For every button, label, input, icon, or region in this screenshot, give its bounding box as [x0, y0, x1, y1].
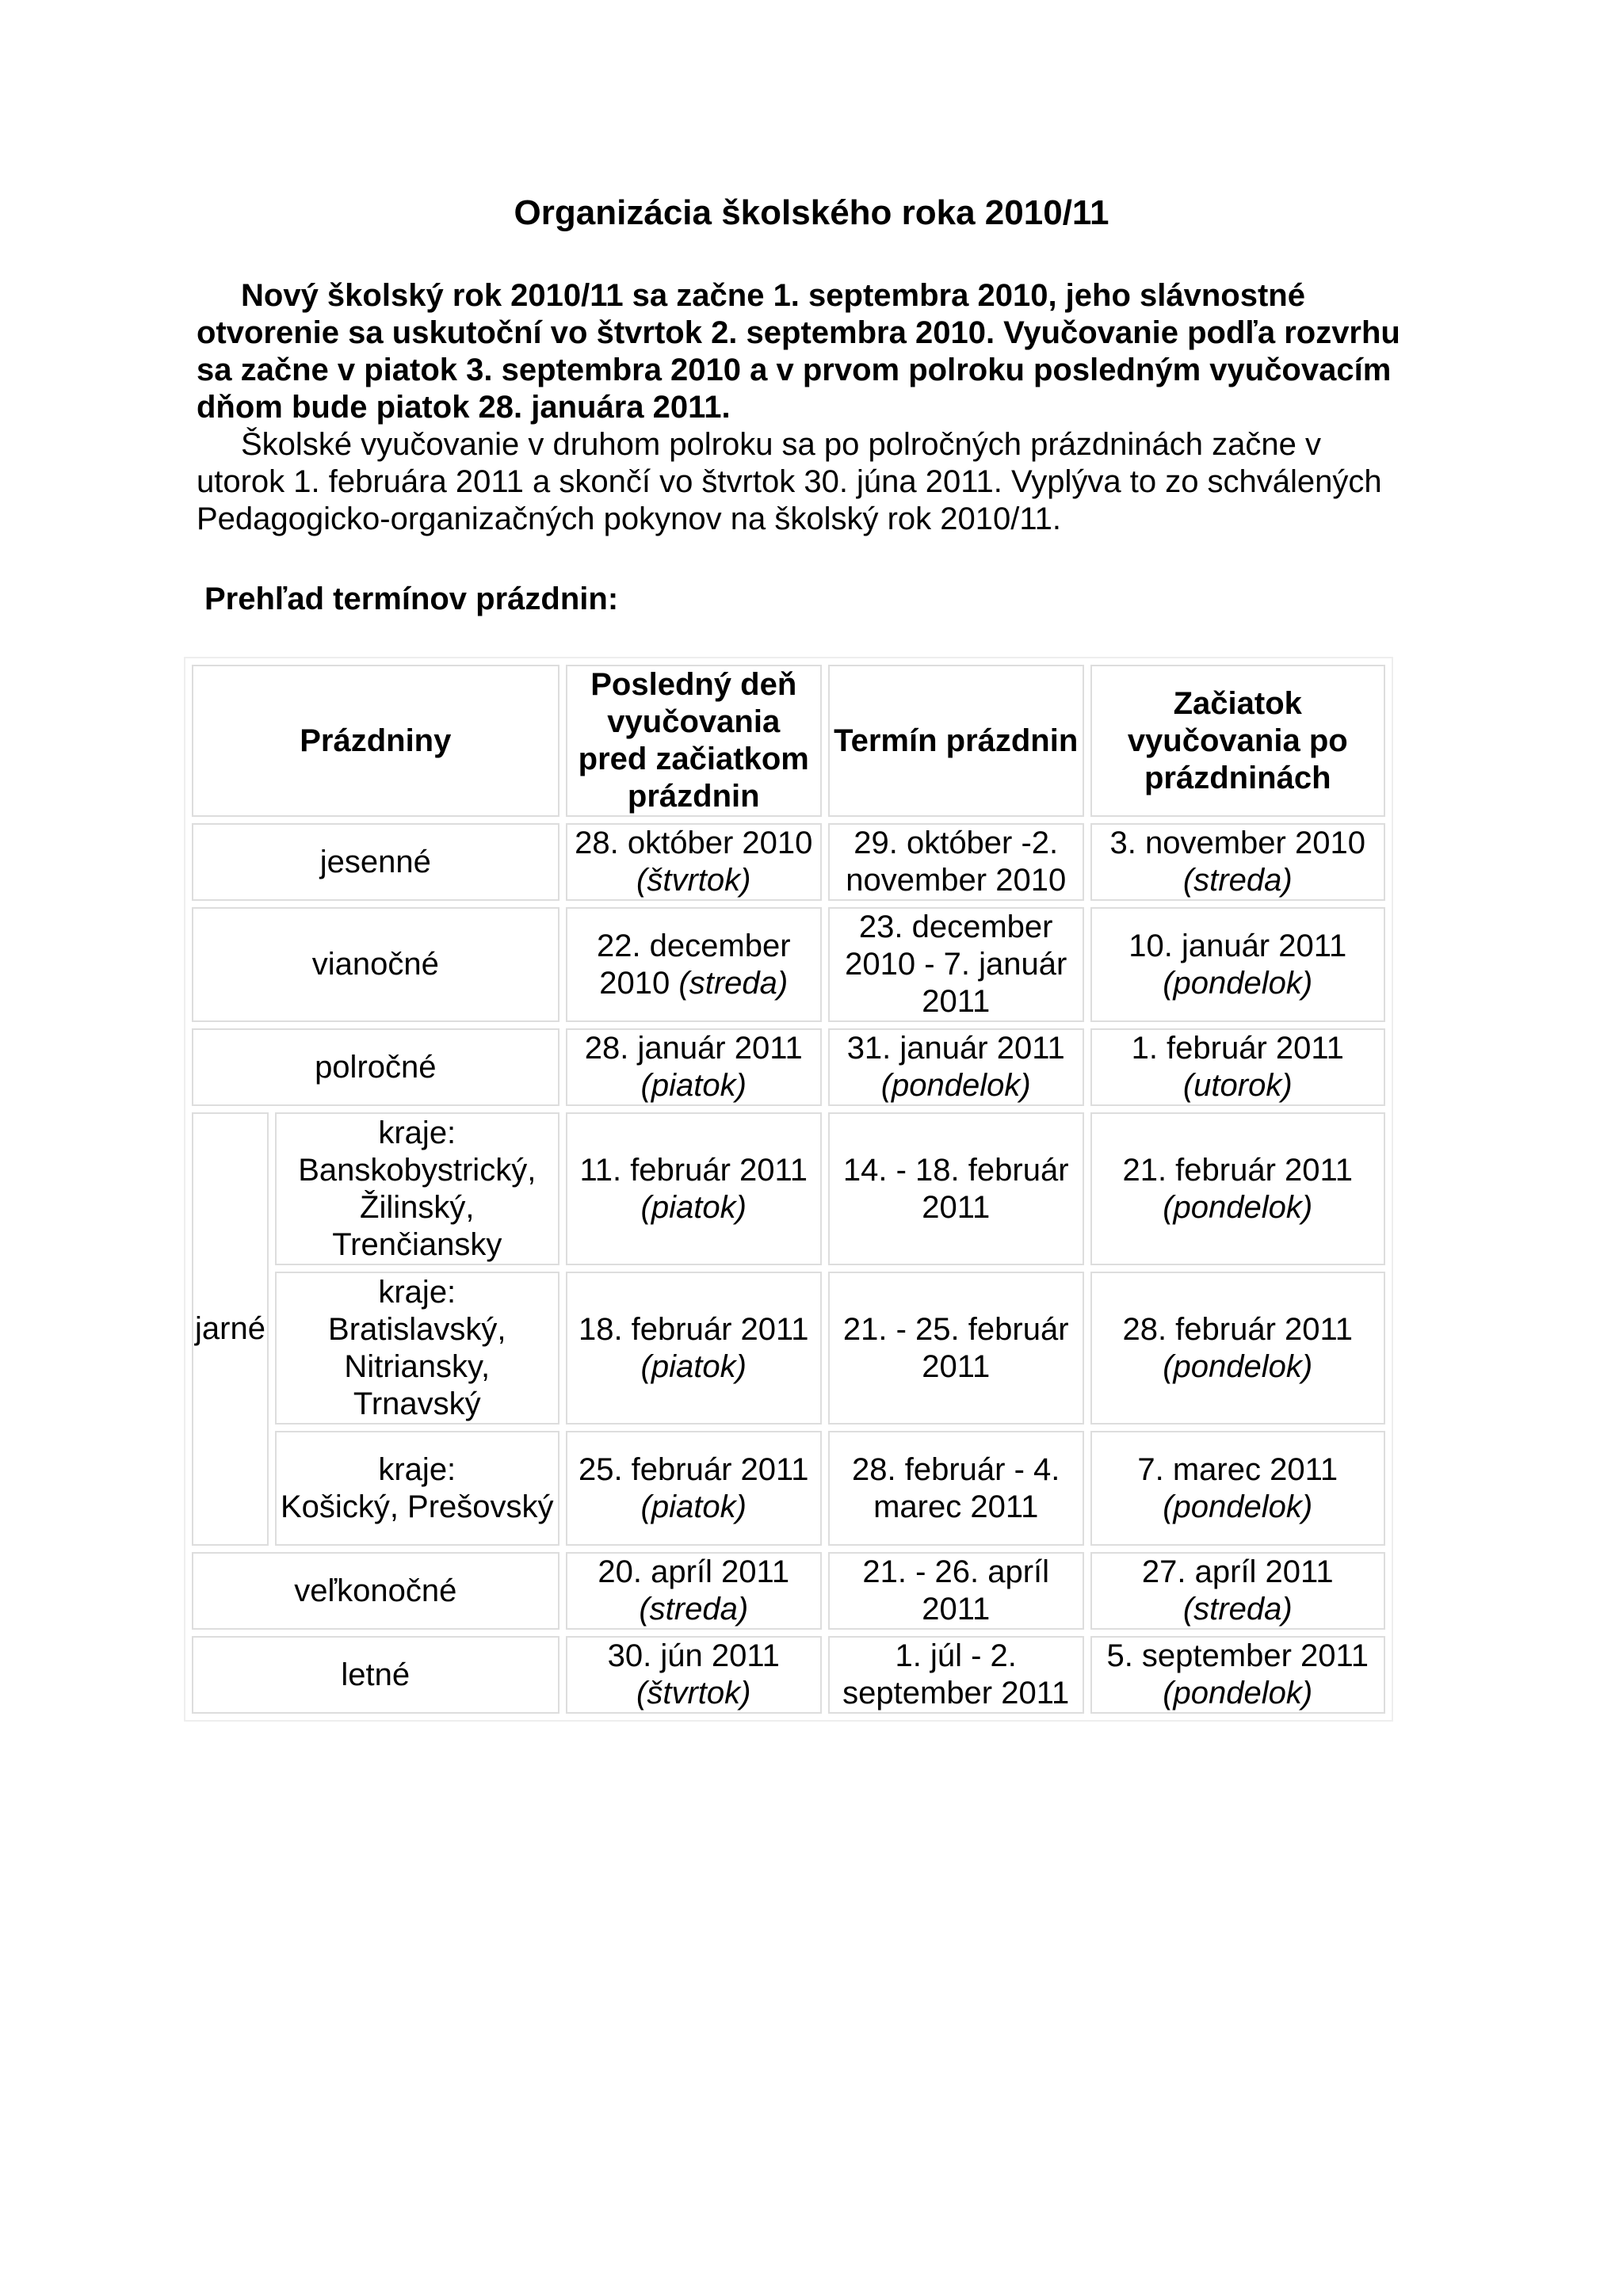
term-cell: 14. - 18. február 2011	[828, 1112, 1084, 1265]
start-weekday: (streda)	[1182, 1592, 1293, 1627]
regions-label: kraje:	[378, 1115, 456, 1150]
intro-normal-text: Školské vyučovanie v druhom polroku sa po polročných prázdninách začne v utorok 1. februára 2011 a skončí vo štvrtok 30. júna 2011. Vyplýva to zo schválených Pedagogicko-organizačných pokynov na školský rok 2010/11.	[197, 427, 1382, 536]
regions-list: Bratislavský, Nitriansky, Trnavský	[328, 1311, 506, 1421]
regions-list: Košický, Prešovský	[281, 1489, 554, 1524]
term-cell: 1. júl - 2. september 2011	[828, 1636, 1084, 1714]
start-weekday: (pondelok)	[1163, 1189, 1313, 1225]
start-weekday: (pondelok)	[1163, 1489, 1313, 1524]
header-start: Začiatok vyučovania po prázdninách	[1090, 665, 1386, 817]
header-term: Termín prázdnin	[828, 665, 1084, 817]
start-date: 28. február 2011	[1122, 1311, 1354, 1347]
term-cell: 21. - 25. február 2011	[828, 1272, 1084, 1425]
last-weekday: (piatok)	[640, 1348, 747, 1384]
holiday-name: jesenné	[192, 823, 559, 901]
regions-label: kraje:	[378, 1274, 456, 1310]
last-weekday: (piatok)	[640, 1068, 747, 1103]
table-row	[192, 823, 1385, 901]
holiday-name: veľkonočné	[192, 1552, 559, 1630]
term-date: 31. január 2011	[846, 1031, 1065, 1066]
table-header-row	[192, 665, 1385, 817]
last-date: 11. február 2011	[579, 1152, 808, 1188]
table-row	[192, 1552, 1385, 1630]
last-date: 30. jún 2011	[607, 1638, 780, 1673]
last-weekday: (streda)	[639, 1592, 749, 1627]
holiday-table	[185, 658, 1392, 1720]
start-cell	[1090, 907, 1386, 1022]
start-date: 27. apríl 2011	[1141, 1554, 1334, 1589]
intro-normal-paragraph	[197, 426, 1401, 538]
start-weekday: (utorok)	[1182, 1068, 1293, 1103]
table-row	[192, 907, 1385, 1022]
regions-cell	[275, 1272, 559, 1425]
last-day-cell	[566, 1636, 822, 1714]
regions-label: kraje:	[378, 1451, 456, 1487]
start-cell	[1090, 1431, 1386, 1546]
intro-bold-paragraph	[197, 277, 1401, 426]
header-last-day: Posledný deň vyučovania pred začiatkom prázdnin	[566, 665, 822, 817]
intro-bold-text: Nový školský rok 2010/11 sa začne 1. septembra 2010, jeho slávnostné otvorenie sa uskutoční vo štvrtok 2. septembra 2010. Vyučovanie podľa rozvrhu sa začne v piatok 3. septembra 2010 a v prvom polroku posledným vyučovacím dňom bude piatok 28. januára 2011.	[197, 278, 1400, 425]
last-date: 18. február 2011	[578, 1311, 809, 1347]
regions-list: Banskobystrický, Žilinský, Trenčiansky	[298, 1152, 537, 1262]
table-row	[192, 1636, 1385, 1714]
start-cell	[1090, 1636, 1386, 1714]
holiday-name: letné	[192, 1636, 559, 1714]
section-heading: Prehľad termínov prázdnin:	[204, 582, 619, 616]
start-date: 7. marec 2011	[1137, 1451, 1338, 1487]
last-weekday: (štvrtok)	[636, 1676, 751, 1711]
term-cell	[828, 1028, 1084, 1106]
start-date: 21. február 2011	[1122, 1152, 1354, 1188]
start-cell	[1090, 1112, 1386, 1265]
term-cell: 23. december 2010 - 7. január 2011	[828, 907, 1084, 1022]
table-row	[192, 1272, 1385, 1425]
last-date: 22. december 2010	[596, 928, 791, 1001]
regions-cell	[275, 1431, 559, 1546]
header-holidays: Prázdniny	[192, 665, 559, 817]
start-date: 5. september 2011	[1106, 1638, 1369, 1673]
start-weekday: (streda)	[1182, 863, 1293, 898]
start-date: 3. november 2010	[1109, 826, 1365, 860]
holiday-table-frame	[184, 657, 1393, 1722]
start-weekday: (pondelok)	[1163, 965, 1313, 1001]
last-weekday: (piatok)	[640, 1489, 747, 1524]
term-cell: 29. október -2. november 2010	[828, 823, 1084, 901]
last-date: 20. apríl 2011	[598, 1554, 790, 1589]
start-date: 1. február 2011	[1131, 1031, 1344, 1066]
last-weekday: (piatok)	[640, 1189, 747, 1225]
term-cell: 21. - 26. apríl 2011	[828, 1552, 1084, 1630]
last-date: 25. február 2011	[578, 1451, 809, 1487]
last-day-cell	[566, 1552, 822, 1630]
last-day-cell	[566, 1431, 822, 1546]
last-date: 28. október 2010	[575, 826, 813, 860]
last-day-cell	[566, 1272, 822, 1425]
start-cell	[1090, 1272, 1386, 1425]
last-date: 28. január 2011	[584, 1031, 803, 1066]
start-cell	[1090, 823, 1386, 901]
start-weekday: (pondelok)	[1163, 1676, 1313, 1711]
start-weekday: (pondelok)	[1163, 1348, 1313, 1384]
term-weekday: (pondelok)	[880, 1068, 1031, 1103]
start-date: 10. január 2011	[1128, 928, 1347, 963]
last-day-cell	[566, 823, 822, 901]
term-cell: 28. február - 4. marec 2011	[828, 1431, 1084, 1546]
page-title: Organizácia školského roka 2010/11	[514, 193, 1109, 232]
last-weekday: (štvrtok)	[636, 863, 751, 898]
spring-label: jarné	[192, 1112, 269, 1546]
last-day-cell	[566, 907, 822, 1022]
start-cell	[1090, 1028, 1386, 1106]
table-row	[192, 1431, 1385, 1546]
table-row	[192, 1028, 1385, 1106]
last-weekday: (streda)	[678, 965, 789, 1001]
last-day-cell	[566, 1112, 822, 1265]
table-row	[192, 1112, 1385, 1265]
regions-cell	[275, 1112, 559, 1265]
holiday-name: vianočné	[192, 907, 559, 1022]
start-cell	[1090, 1552, 1386, 1630]
holiday-name: polročné	[192, 1028, 559, 1106]
last-day-cell	[566, 1028, 822, 1106]
